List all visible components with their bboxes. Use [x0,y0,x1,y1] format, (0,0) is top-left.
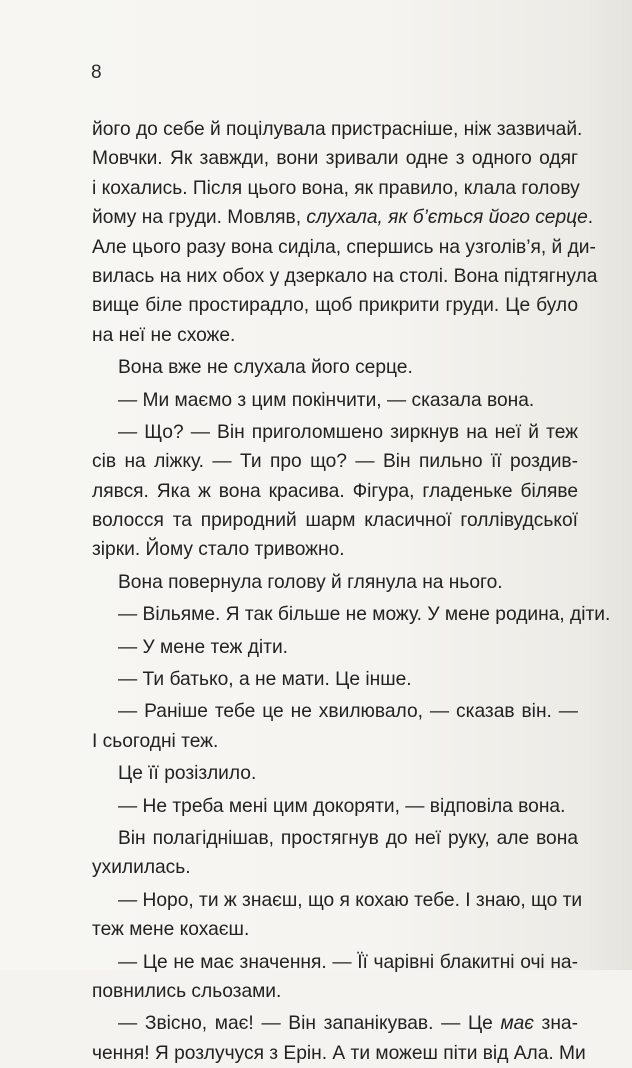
text-line [92,418,578,447]
body-text [92,115,611,1068]
text-line [92,792,578,821]
text-segment: . [587,207,594,229]
text-segment: Мовчки. Як завжди, вони зривали одне з одного одяг [92,148,578,170]
italic-text-segment: має [500,1013,534,1035]
text-line [92,174,578,203]
text-segment: лявся. Яка ж вона красива. Фігура, гладеньке біляве [92,480,578,502]
text-segment: — Що? — Він приголомшено зиркнув на неї й теж [118,421,578,443]
text-line [92,977,578,1006]
text-segment: Вона вже не слухала його серце. [118,357,413,379]
text-segment: Це її розізлило. [118,763,257,785]
text-line [92,506,578,535]
text-segment: його до себе й поцілувала пристрасніше, ніж зазвичай. [92,119,583,140]
text-line [92,291,578,320]
page-number: 8 [91,62,102,83]
italic-text-segment: слухала, як б’ється його серце [306,207,588,229]
text-line [92,824,578,853]
text-segment: — Не треба мені цим докоряти, — відповіла вона. [118,795,566,817]
text-segment: І сьогодні теж. [92,730,219,752]
text-line [92,568,578,597]
text-segment: — Звісно, має! — Він запанікував. — Це [118,1013,501,1035]
text-segment: зірки. Йому стало тривожно. [92,539,345,561]
text-line [92,233,596,262]
text-line [92,697,578,726]
text-segment: — Раніше тебе це не хвилювало, — сказав він. — [118,701,578,723]
text-segment: вилась на них обох у дзеркало на столі. Вона підтягнула [92,265,598,287]
text-segment: Він полагіднішав, простягнув до неї руку, але вона [118,827,578,849]
text-line [92,535,578,564]
text-segment: теж мене кохаєш. [92,919,250,941]
text-segment: волосся та природний шарм класичної голлівудської [92,510,578,532]
text-segment: — У мене теж діти. [118,636,288,658]
text-line [92,386,578,415]
text-line [92,948,578,977]
text-segment: — Ми маємо з цим покінчити, — сказала вона. [118,389,535,411]
text-line [92,144,578,173]
text-line [92,886,583,915]
text-line [92,1009,578,1038]
text-segment: ухилилась. [92,857,191,879]
text-line [92,447,578,476]
text-line [92,1039,586,1068]
text-segment: чення! Я розлучуся з Ерін. А ти можеш піти від Ала. Ми [92,1042,586,1064]
text-segment: Але цього разу вона сиділа, спершись на узголів’я, й ди- [92,236,596,258]
text-line [92,853,578,882]
text-line [92,477,578,506]
text-line [92,759,578,788]
text-segment: — Норо, ти ж знаєш, що я кохаю тебе. І знаю, що ти [118,889,583,911]
text-line [92,665,578,694]
text-segment: сів на ліжку. — Ти про що? — Він пильно її роздив- [92,451,578,473]
text-line [92,203,594,232]
text-line [92,321,578,350]
text-line [92,633,578,662]
text-segment: Вона повернула голову й глянула на нього. [118,571,503,593]
text-line [92,262,598,291]
text-segment: і кохались. Після цього вона, як правило, клала голову [92,177,580,199]
text-line [92,600,611,629]
text-line [92,727,578,756]
text-line [92,115,583,144]
text-segment: — Ти батько, а не мати. Це інше. [118,669,412,691]
text-segment: йому на груди. Мовляв, [92,207,307,229]
text-segment: зна- [533,1013,578,1035]
text-segment: повнились сльозами. [92,980,282,1002]
text-segment: вище біле простирадло, щоб прикрити груди. Це було [92,295,578,317]
text-line [92,915,578,944]
text-segment: — Вільяме. Я так більше не можу. У мене родина, діти. [118,604,611,626]
text-segment: на неї не схоже. [92,324,236,346]
text-line [92,353,578,382]
text-segment: — Це не має значення. — Її чарівні блакитні очі на- [118,951,578,973]
